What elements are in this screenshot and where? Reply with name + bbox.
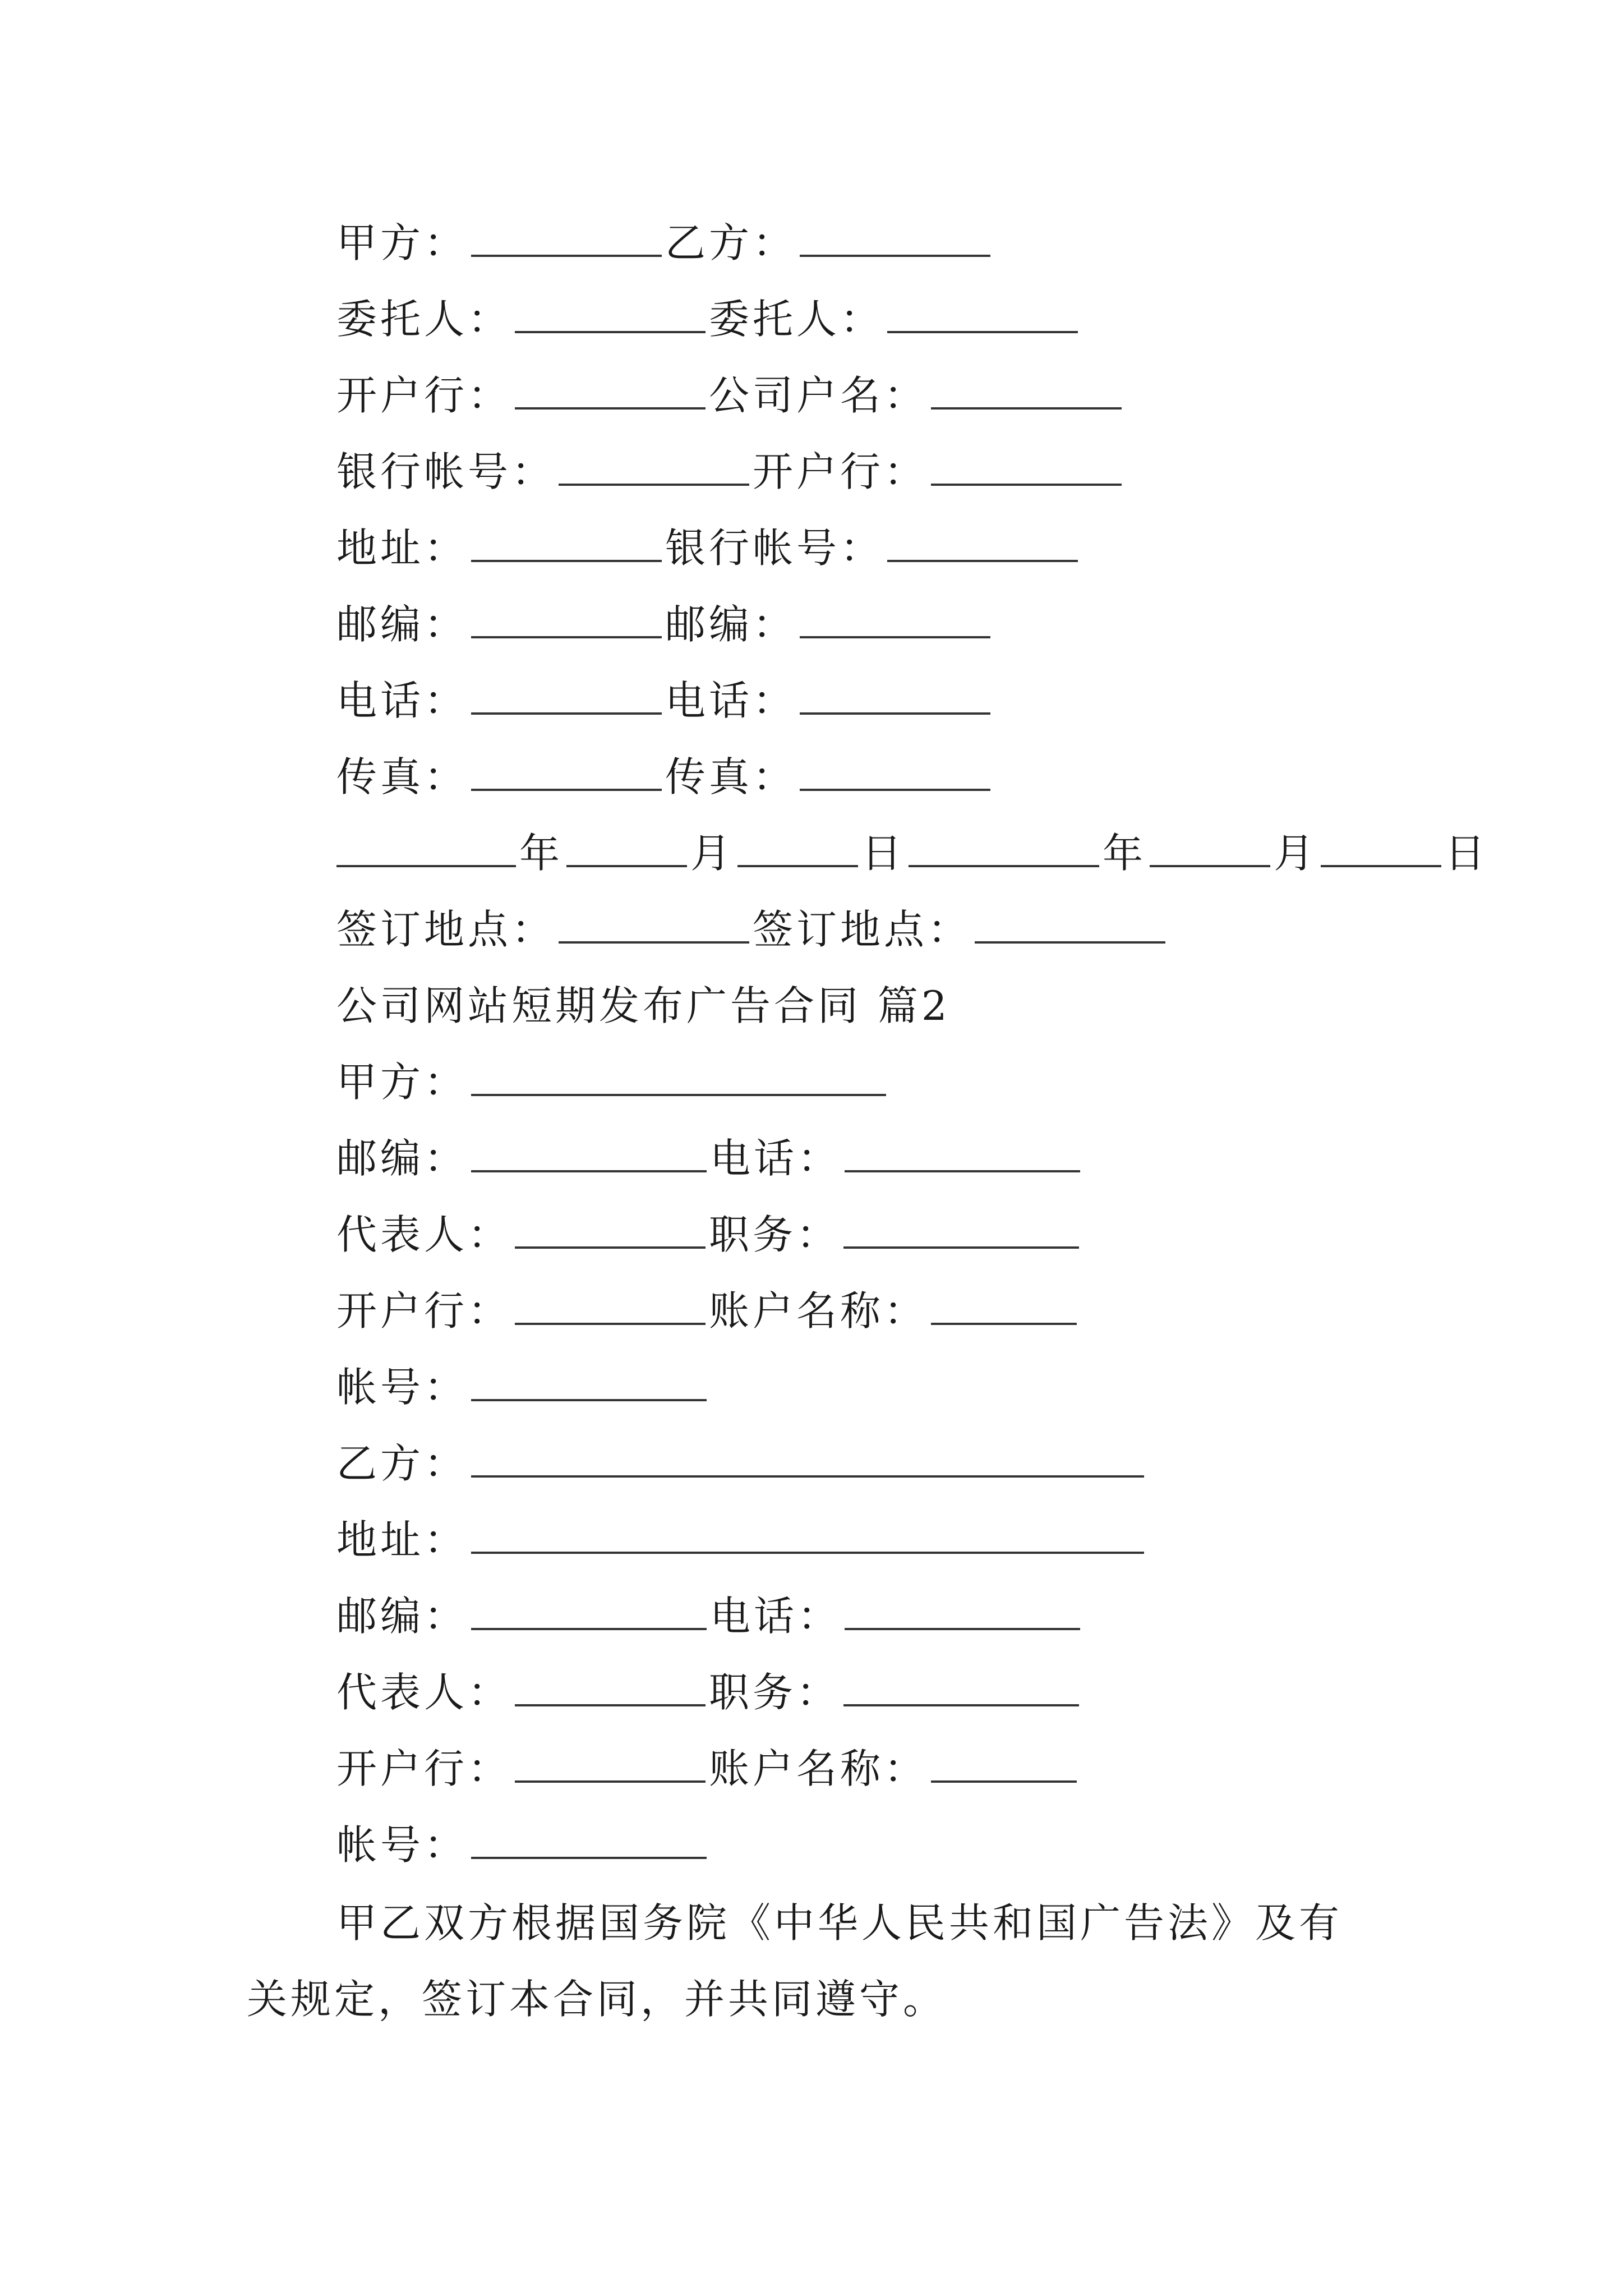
- row-s2-b-account: [336, 1814, 710, 1876]
- fax-a-label: 传真：: [336, 753, 468, 800]
- row-s2-party-b: [336, 1433, 1147, 1494]
- sign-place-a-label: 签订地点：: [336, 906, 556, 953]
- day-b-label: 日: [1445, 830, 1489, 877]
- sign-place-b-label: 签订地点：: [753, 906, 972, 953]
- year-a-blank[interactable]: [336, 834, 516, 867]
- s2-a-postcode-blank[interactable]: [471, 1139, 707, 1172]
- postcode-b-label: 邮编：: [665, 601, 797, 648]
- bank-a-label: 开户行：: [336, 372, 512, 419]
- row-sign-place: [336, 899, 1169, 960]
- sign-place-b-blank[interactable]: [975, 910, 1165, 944]
- section2-title: 公司网站短期发布广告合同 篇2: [336, 982, 951, 1029]
- row-client: [336, 288, 1081, 350]
- year-b-label: 年: [1103, 830, 1147, 877]
- party-b-label: 乙方：: [665, 219, 797, 266]
- s2-b-title-label: 职务：: [709, 1669, 841, 1716]
- party-a-blank[interactable]: [471, 223, 662, 257]
- year-b-blank[interactable]: [909, 834, 1099, 867]
- s2-b-rep-blank[interactable]: [515, 1673, 706, 1706]
- fax-b-label: 传真：: [665, 753, 797, 800]
- fax-b-blank[interactable]: [800, 757, 990, 791]
- row-s2-a-bank: [336, 1280, 1080, 1342]
- client-b-label: 委托人：: [709, 296, 884, 343]
- fax-a-blank[interactable]: [471, 757, 662, 791]
- client-b-blank[interactable]: [887, 300, 1078, 333]
- phone-a-label: 电话：: [336, 677, 468, 724]
- bank-b-blank[interactable]: [931, 452, 1122, 486]
- row-s2-a-account: [336, 1356, 710, 1418]
- company-name-blank[interactable]: [931, 376, 1122, 409]
- s2-b-rep-label: 代表人：: [336, 1669, 512, 1716]
- client-a-label: 委托人：: [336, 296, 512, 343]
- s2-party-a-label: 甲方：: [336, 1059, 468, 1106]
- row-s2-b-bank: [336, 1738, 1080, 1800]
- s2-b-account-name-label: 账户名称：: [709, 1745, 928, 1792]
- day-a-label: 日: [861, 830, 906, 877]
- bank-a-blank[interactable]: [515, 376, 706, 409]
- party-b-blank[interactable]: [800, 223, 990, 257]
- row-bank: [336, 365, 1125, 426]
- s2-a-account-blank[interactable]: [471, 1368, 707, 1401]
- address-a-blank[interactable]: [471, 528, 662, 562]
- phone-a-blank[interactable]: [471, 681, 662, 715]
- sign-place-a-blank[interactable]: [559, 910, 749, 944]
- s2-b-account-name-blank[interactable]: [931, 1749, 1077, 1783]
- day-a-blank[interactable]: [737, 834, 858, 867]
- row-s2-party-a: [336, 1051, 889, 1113]
- row-party: [336, 212, 994, 274]
- s2-a-title-label: 职务：: [709, 1211, 841, 1258]
- s2-b-postcode-label: 邮编：: [336, 1593, 468, 1640]
- s2-a-phone-blank[interactable]: [845, 1139, 1080, 1172]
- year-a-label: 年: [519, 830, 564, 877]
- s2-party-b-blank[interactable]: [471, 1444, 1144, 1478]
- company-name-label: 公司户名：: [709, 372, 928, 419]
- s2-a-phone-label: 电话：: [710, 1135, 842, 1182]
- client-a-blank[interactable]: [515, 300, 706, 333]
- agreement-paragraph: 甲乙双方根据国务院《中华人民共和国广告法》及有关规定，签订本合同，并共同遵守。: [247, 1899, 1343, 2023]
- s2-b-title-blank[interactable]: [843, 1673, 1079, 1706]
- row-address: [336, 517, 1081, 579]
- s2-a-account-name-label: 账户名称：: [709, 1287, 928, 1335]
- row-fax: [336, 746, 994, 808]
- s2-b-phone-label: 电话：: [710, 1593, 842, 1640]
- s2-b-address-blank[interactable]: [471, 1520, 1144, 1554]
- s2-a-rep-label: 代表人：: [336, 1211, 512, 1258]
- row-s2-b-rep: [336, 1662, 1082, 1723]
- s2-b-bank-blank[interactable]: [515, 1749, 706, 1783]
- address-a-label: 地址：: [336, 524, 468, 572]
- row-account: [336, 441, 1125, 503]
- s2-a-postcode-label: 邮编：: [336, 1135, 468, 1182]
- day-b-blank[interactable]: [1321, 834, 1441, 867]
- postcode-a-label: 邮编：: [336, 601, 468, 648]
- month-a-blank[interactable]: [566, 834, 687, 867]
- row-s2-b-postcode: [336, 1585, 1083, 1647]
- bank-b-label: 开户行：: [753, 448, 928, 495]
- s2-b-account-label: 帐号：: [336, 1821, 468, 1869]
- row-postcode: [336, 593, 994, 655]
- s2-b-postcode-blank[interactable]: [471, 1596, 707, 1630]
- row-phone: [336, 670, 994, 731]
- s2-b-address-label: 地址：: [336, 1516, 468, 1563]
- s2-b-phone-blank[interactable]: [845, 1596, 1080, 1630]
- phone-b-label: 电话：: [665, 677, 797, 724]
- s2-b-account-blank[interactable]: [471, 1825, 707, 1859]
- postcode-b-blank[interactable]: [800, 605, 990, 638]
- s2-a-bank-blank[interactable]: [515, 1291, 706, 1325]
- month-b-blank[interactable]: [1150, 834, 1270, 867]
- s2-a-account-label: 帐号：: [336, 1364, 468, 1411]
- row-s2-b-address: [336, 1509, 1147, 1571]
- row-s2-a-postcode: [336, 1128, 1083, 1189]
- month-a-label: 月: [690, 830, 735, 877]
- account-a-label: 银行帐号：: [336, 448, 556, 495]
- row-s2-a-rep: [336, 1204, 1082, 1266]
- account-b-blank[interactable]: [887, 528, 1078, 562]
- s2-b-bank-label: 开户行：: [336, 1745, 512, 1792]
- party-a-label: 甲方：: [336, 219, 468, 266]
- s2-a-rep-blank[interactable]: [515, 1215, 706, 1249]
- phone-b-blank[interactable]: [800, 681, 990, 715]
- s2-a-account-name-blank[interactable]: [931, 1291, 1077, 1325]
- account-b-label: 银行帐号：: [665, 524, 884, 572]
- account-a-blank[interactable]: [559, 452, 749, 486]
- row-date: [336, 822, 1488, 884]
- postcode-a-blank[interactable]: [471, 605, 662, 638]
- s2-party-a-blank[interactable]: [471, 1062, 886, 1096]
- s2-a-bank-label: 开户行：: [336, 1287, 512, 1335]
- s2-party-b-label: 乙方：: [336, 1440, 468, 1487]
- month-b-label: 月: [1274, 830, 1318, 877]
- s2-a-title-blank[interactable]: [843, 1215, 1079, 1249]
